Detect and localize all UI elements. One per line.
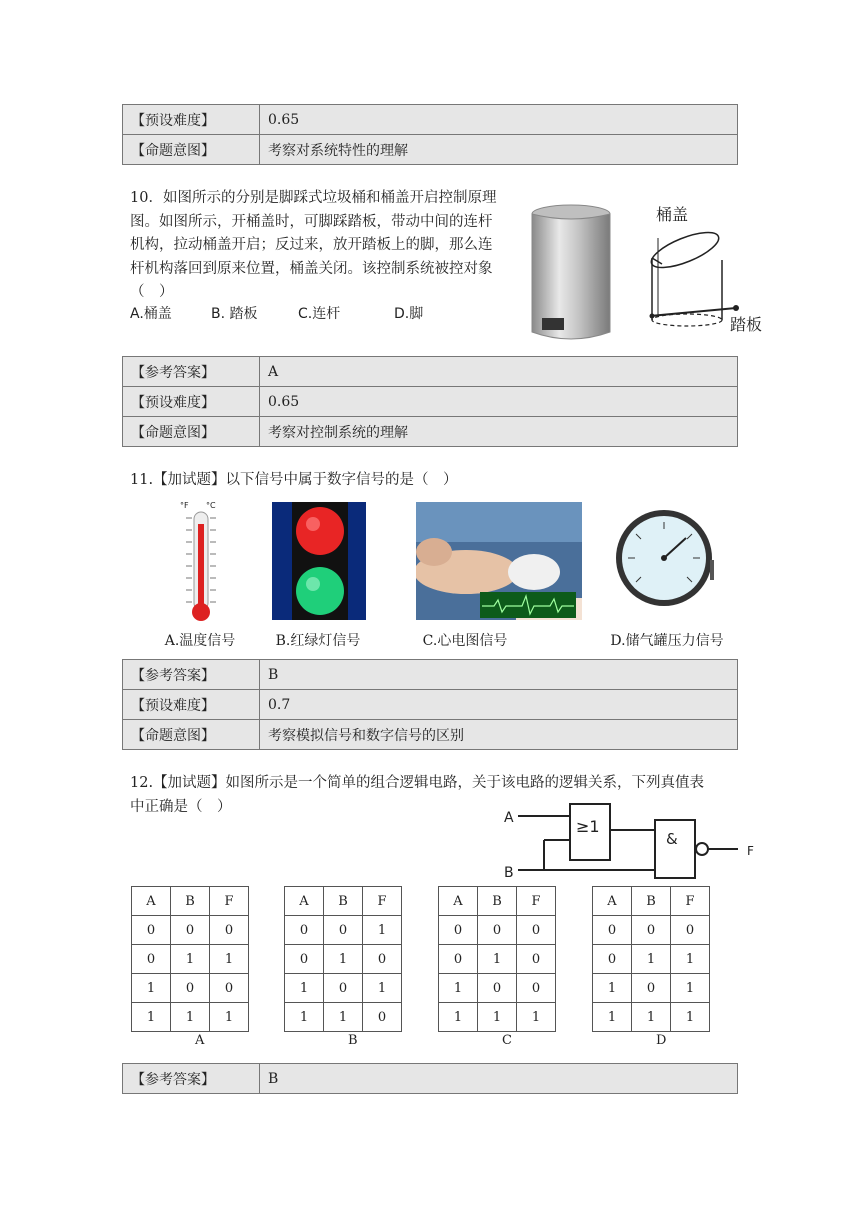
q10-line: 图。如图所示，开桶盖时，可脚踩踏板，带动中间的连杆 <box>130 213 493 230</box>
truth-table-cell: 1 <box>285 1003 324 1032</box>
truth-table-header-cell: B <box>171 887 210 916</box>
truth-table-cell: 0 <box>632 916 671 945</box>
truth-table-row <box>439 916 556 945</box>
truth-table-cell: 0 <box>285 916 324 945</box>
truth-table-cell: 0 <box>478 974 517 1003</box>
difficulty-key: 【预设难度】 <box>123 387 260 417</box>
truth-table-cell: 0 <box>671 916 710 945</box>
truth-table-cell: 0 <box>439 945 478 974</box>
truth-table-label: A <box>195 1033 205 1048</box>
truth-table-row <box>439 945 556 974</box>
truth-table-cell: 1 <box>210 945 249 974</box>
q10-option-a: A.桶盖 <box>130 306 172 322</box>
truth-table-cell: 1 <box>363 916 402 945</box>
truth-table-cell: 1 <box>132 974 171 1003</box>
intent-key: 【命题意图】 <box>123 417 260 447</box>
q11-caption-d: D.储气罐压力信号 <box>610 633 724 649</box>
q12-line: 中正确是（ ） <box>130 798 232 815</box>
lid-mechanism-diagram <box>640 198 770 338</box>
truth-table-header <box>285 887 402 916</box>
table-row <box>123 387 738 417</box>
pressure-gauge-image <box>614 500 714 620</box>
q10-line: （ ） <box>130 284 174 300</box>
truth-table-cell: 0 <box>363 1003 402 1032</box>
truth-table-cell: 0 <box>210 974 249 1003</box>
truth-table-cell: 1 <box>632 945 671 974</box>
q10-line: 杆机构落回到原来位置，桶盖关闭。该控制系统被控对象 <box>130 260 493 277</box>
traffic-light-image <box>272 502 366 620</box>
table-row <box>123 720 738 750</box>
q12-line: 12.【加试题】如图所示是一个简单的组合逻辑电路，关于该电路的逻辑关系，下列真值表 <box>130 775 705 791</box>
truth-table-header <box>593 887 710 916</box>
truth-table-cell: 0 <box>171 974 210 1003</box>
table-row <box>123 660 738 690</box>
truth-table-cell: 0 <box>324 916 363 945</box>
table-row <box>123 357 738 387</box>
truth-table-cell: 1 <box>132 1003 171 1032</box>
truth-table-row <box>132 916 249 945</box>
truth-table-header-cell: F <box>671 887 710 916</box>
truth-table-cell: 1 <box>171 1003 210 1032</box>
intent-key: 【命题意图】 <box>123 720 260 750</box>
intent-value: 考察对控制系统的理解 <box>260 417 738 447</box>
lid-label: 桶盖 <box>656 205 689 224</box>
truth-table-cell: 0 <box>478 916 517 945</box>
truth-table-cell: 1 <box>324 945 363 974</box>
truth-table-header-cell: B <box>478 887 517 916</box>
table-row <box>123 1064 738 1094</box>
answer-key: 【参考答案】 <box>123 1064 260 1094</box>
truth-table-cell: 0 <box>517 974 556 1003</box>
pedal-label: 踏板 <box>730 315 763 334</box>
table-row <box>123 417 738 447</box>
truth-table-header-cell: A <box>439 887 478 916</box>
answer-key: 【参考答案】 <box>123 357 260 387</box>
truth-table-cell: 1 <box>439 1003 478 1032</box>
celsius-label: °C <box>206 501 216 510</box>
difficulty-value: 0.7 <box>260 690 738 720</box>
output-f-label: F <box>747 844 754 858</box>
answer-value: A <box>260 357 738 387</box>
truth-table-cell: 1 <box>210 1003 249 1032</box>
intent-value: 考察模拟信号和数字信号的区别 <box>260 720 738 750</box>
truth-table-cell: 0 <box>324 974 363 1003</box>
q11-stem: 11.【加试题】以下信号中属于数字信号的是（ ） <box>130 472 458 488</box>
or-gate-symbol: ≥1 <box>576 817 600 836</box>
and-gate-symbol: & <box>666 830 678 848</box>
logic-circuit-diagram <box>500 800 762 882</box>
truth-table-row <box>132 974 249 1003</box>
truth-table-b <box>284 886 402 1032</box>
input-b-label: B <box>504 865 514 881</box>
truth-table-header-cell: F <box>517 887 556 916</box>
difficulty-key: 【预设难度】 <box>123 105 260 135</box>
q11-caption-c: C.心电图信号 <box>422 633 508 649</box>
intent-key: 【命题意图】 <box>123 135 260 165</box>
truth-table-cell: 1 <box>478 945 517 974</box>
q10-line: 10．如图所示的分别是脚踩式垃圾桶和桶盖开启控制原理 <box>130 190 497 206</box>
truth-table-cell: 0 <box>132 916 171 945</box>
truth-table-header-cell: B <box>632 887 671 916</box>
truth-table-cell: 1 <box>478 1003 517 1032</box>
truth-table-row <box>132 1003 249 1032</box>
truth-table-cell: 1 <box>363 974 402 1003</box>
truth-table-cell: 1 <box>517 1003 556 1032</box>
difficulty-value: 0.65 <box>260 387 738 417</box>
truth-table-row <box>285 1003 402 1032</box>
truth-table-cell: 1 <box>671 945 710 974</box>
truth-table-cell: 0 <box>517 945 556 974</box>
truth-table-label: B <box>348 1033 358 1048</box>
q10-option-c: C.连杆 <box>298 306 341 322</box>
truth-table-cell: 0 <box>593 945 632 974</box>
q12-info-table <box>122 1063 738 1094</box>
truth-table-cell: 1 <box>324 1003 363 1032</box>
truth-table-cell: 1 <box>439 974 478 1003</box>
table-row <box>123 105 738 135</box>
truth-table-cell: 0 <box>132 945 171 974</box>
q9-info-table <box>122 104 738 165</box>
answer-key: 【参考答案】 <box>123 660 260 690</box>
truth-table-c <box>438 886 556 1032</box>
q10-info-table <box>122 356 738 447</box>
difficulty-value: 0.65 <box>260 105 738 135</box>
ecg-image <box>416 502 582 620</box>
truth-table-header-cell: A <box>132 887 171 916</box>
input-a-label: A <box>504 810 514 826</box>
fahrenheit-label: °F <box>180 501 189 510</box>
truth-table-row <box>285 974 402 1003</box>
truth-table-row <box>285 945 402 974</box>
truth-table-row <box>285 916 402 945</box>
truth-table-row <box>593 916 710 945</box>
truth-table-cell: 1 <box>285 974 324 1003</box>
truth-table-header <box>439 887 556 916</box>
truth-table-cell: 1 <box>593 1003 632 1032</box>
truth-table-header-cell: A <box>593 887 632 916</box>
truth-table-row <box>593 974 710 1003</box>
difficulty-key: 【预设难度】 <box>123 690 260 720</box>
truth-table-d <box>592 886 710 1032</box>
q10-option-d: D.脚 <box>394 306 424 322</box>
trash-can-image <box>528 200 614 348</box>
truth-table-row <box>593 945 710 974</box>
truth-table-row <box>593 1003 710 1032</box>
q10-stem <box>130 187 520 305</box>
q11-caption-a: A.温度信号 <box>164 633 236 649</box>
q11-caption-b: B.红绿灯信号 <box>275 633 361 649</box>
truth-table-cell: 1 <box>671 1003 710 1032</box>
truth-table-header-cell: F <box>210 887 249 916</box>
truth-table-cell: 1 <box>671 974 710 1003</box>
truth-table-header-cell: A <box>285 887 324 916</box>
q10-option-b: B. 踏板 <box>211 306 258 322</box>
truth-table-cell: 0 <box>517 916 556 945</box>
truth-table-row <box>132 945 249 974</box>
truth-table-cell: 0 <box>210 916 249 945</box>
truth-table-row <box>439 974 556 1003</box>
table-row <box>123 135 738 165</box>
q10-line: 机构，拉动桶盖开启；反过来，放开踏板上的脚，那么连 <box>130 237 493 253</box>
truth-table-cell: 0 <box>632 974 671 1003</box>
intent-value: 考察对系统特性的理解 <box>260 135 738 165</box>
truth-table-cell: 1 <box>171 945 210 974</box>
truth-table-cell: 0 <box>439 916 478 945</box>
truth-table-header <box>132 887 249 916</box>
truth-table-cell: 0 <box>171 916 210 945</box>
truth-table-row <box>439 1003 556 1032</box>
truth-table-cell: 0 <box>363 945 402 974</box>
truth-table-header-cell: F <box>363 887 402 916</box>
truth-table-label: C <box>502 1033 512 1048</box>
answer-value: B <box>260 660 738 690</box>
truth-table-cell: 1 <box>593 974 632 1003</box>
table-row <box>123 690 738 720</box>
truth-table-cell: 0 <box>285 945 324 974</box>
thermometer-image <box>172 498 230 624</box>
truth-table-cell: 1 <box>632 1003 671 1032</box>
truth-table-cell: 0 <box>593 916 632 945</box>
truth-table-label: D <box>656 1033 667 1048</box>
truth-table-a <box>131 886 249 1032</box>
q11-info-table <box>122 659 738 750</box>
answer-value: B <box>260 1064 738 1094</box>
truth-table-header-cell: B <box>324 887 363 916</box>
